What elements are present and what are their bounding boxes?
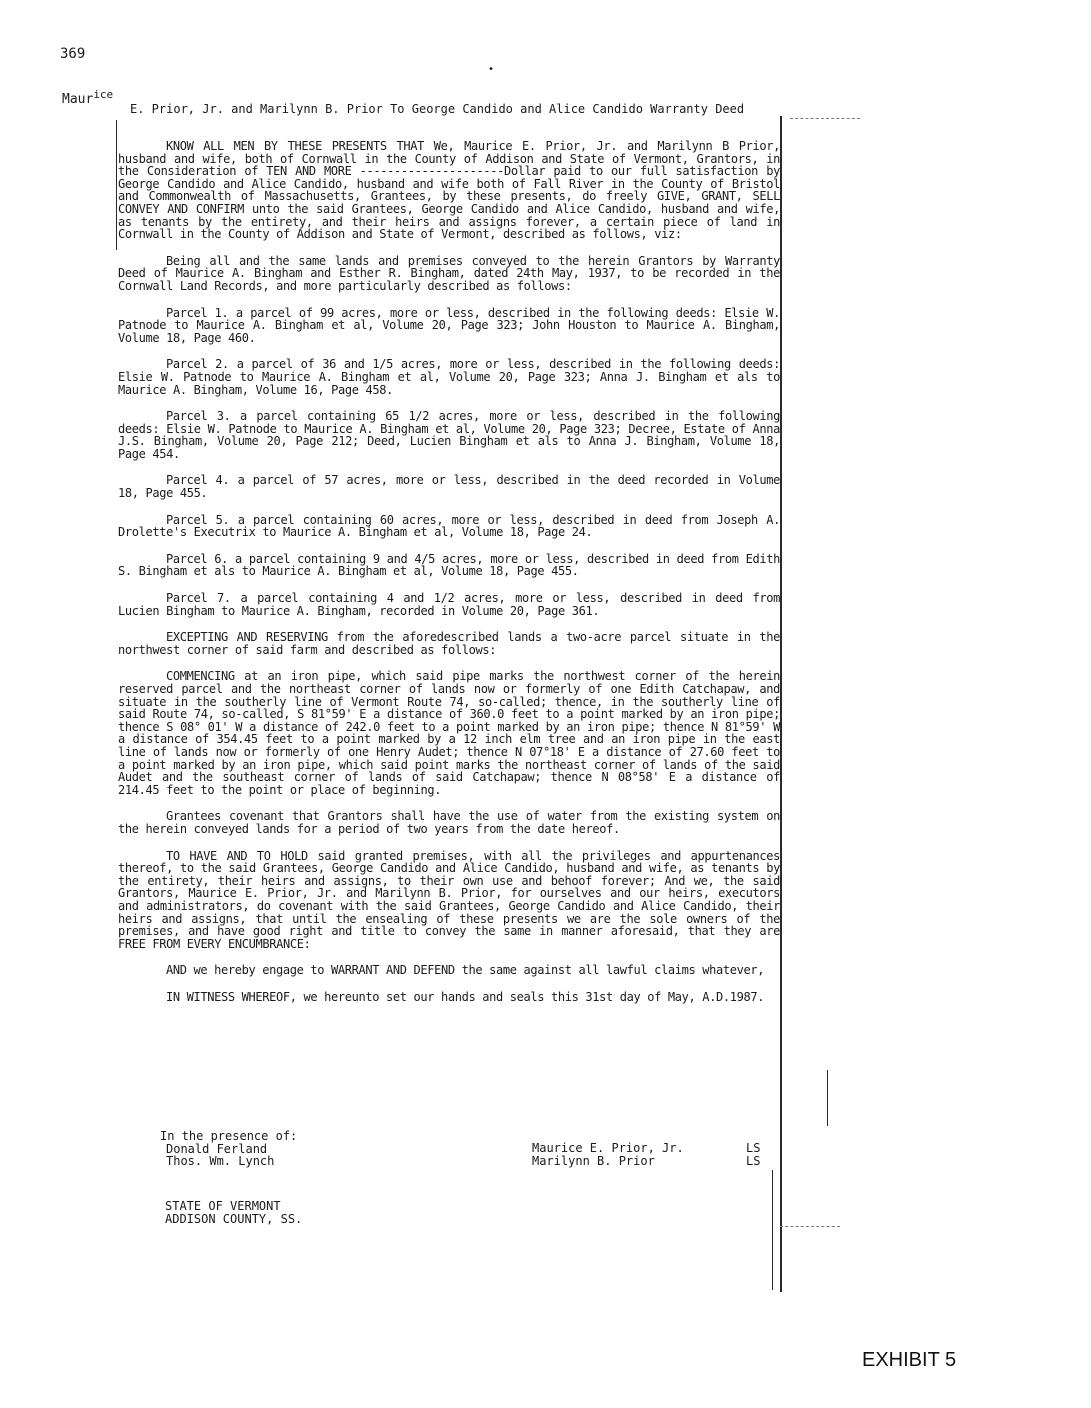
seal-marks (746, 1142, 760, 1167)
witness-block (160, 1130, 297, 1168)
paragraph-parcel-3: Parcel 3. a parcel containing 65 1/2 acres, more or less, described in the following deeds: Elsie W. Patnode to Maurice A. Bingham et al, Volume 20, Page 323; Decree, Estate of Anna J.S. Bingham, Volume 20, Page 212; Deed, Lucien Bingham et als to Anna J. Bingham, Volume 18, Page 454. (118, 409, 780, 461)
page-number: 369 (60, 46, 86, 62)
witness-name: Donald Ferland (166, 1141, 268, 1156)
seal-mark: LS (746, 1141, 761, 1155)
margin-dash (790, 118, 860, 119)
paragraph-water-covenant: Grantees covenant that Grantors shall have the use of water from the existing system on the herein conveyed lands for a period of two years from the date hereof. (118, 809, 780, 836)
right-margin-rule-2 (772, 1170, 773, 1290)
paragraph-parcel-2: Parcel 2. a parcel of 36 and 1/5 acres, more or less, described in the following deeds: Elsie W. Patnode to Maurice A. Bingham et al, Volume 20, Page 323; Anna J. Bingham et als to Maurice A. Bingham, Volume 16, Page 458. (118, 357, 780, 397)
deed-body (118, 140, 780, 1017)
witness-label: In the presence of: (160, 1129, 298, 1143)
paragraph-habendum: TO HAVE AND TO HOLD said granted premises, with all the privileges and appurtenances thereof, to the said Grantees, George Candido and Alice Candido, husband and wife, as tenants by the entirety, their heirs and assigns, to their own use and behoof forever; And we, the said Grantors, Maurice E. Prior, Jr. and Marilynn B. Prior, for ourselves and our heirs, executors and administrators, do covenant with the said Grantees, George Candido and Alice Candido, their heirs and assigns, that until the ensealing of these presents we are the sole owners of the premises, and have good right and title to convey the same in manner aforesaid, that they are FREE FROM EVERY ENCUMBRANCE: (118, 848, 780, 951)
paragraph-metes-bounds: COMMENCING at an iron pipe, which said pipe marks the northwest corner of the herein reserved parcel and the northeast corner of lands now or formerly of one Edith Catchapaw, and situate in the southerly line of Vermont Route 74, so-called; thence, in the southerly line of said Route 74, so-called, S 81°59' E a distance of 360.0 feet to a point marked by an iron pipe; thence S 08° 01' W a distance of 242.0 feet to a point marked by an iron pipe; thence N 81°59' W a distance of 354.45 feet to a point marked by a 12 inch elm tree and an iron pipe in the east line of lands now or formerly of one Henry Audet; thence N 07°18' E a distance of 27.60 feet to a point marked by an iron pipe, which said point marks the northeast corner of lands of the said Audet and the southeast corner of lands of said Catchapaw; thence N 08°58' E a distance of 214.45 feet to the point or place of beginning. (118, 669, 780, 797)
paragraph-parcel-4: Parcel 4. a parcel of 57 acres, more or less, described in the deed recorded in Volume 18, Page 455. (118, 473, 780, 501)
exhibit-label: EXHIBIT 5 (862, 1349, 957, 1371)
left-margin-rule (116, 120, 117, 250)
grantor-first-name-part1: Maur (62, 92, 94, 107)
grantor-first-name-part2: ice (93, 88, 114, 101)
paragraph-source-deed: Being all and the same lands and premises conveyed to the herein Grantors by Warranty Deed of Maurice A. Bingham and Esther R. Bingham, dated 24th May, 1937, to be recorded in the Cornwall Land Records, and more particularly described as follows: (118, 253, 780, 293)
deed-heading: E. Prior, Jr. and Marilynn B. Prior To George Candido and Alice Candido Warranty Deed (130, 102, 745, 116)
witness-name: Thos. Wm. Lynch (166, 1154, 275, 1169)
paragraph-testimonium: IN WITNESS WHEREOF, we hereunto set our hands and seals this 31st day of May, A.D.1987. (166, 989, 765, 1004)
paragraph-conveyance: KNOW ALL MEN BY THESE PRESENTS THAT We, Maurice E. Prior, Jr. and Marilynn B Prior, husband and wife, both of Cornwall in the County of Addison and State of Vermont, Grantors, in the Consideration of TEN AND MORE ---------------------Dollar paid to our full satisfaction by George Candido and Alice Candido, husband and wife both of Fall River in the County of Bristol and Commonwealth of Massachusetts, Grantees, by these presents, do freely GIVE, GRANT, SELL CONVEY AND CONFIRM unto the said Grantees, George Candido and Alice Candido, husband and wife, as tenants by the entirety, and their heirs and assigns forever, a certain piece of land in Cornwall in the County of Addison and State of Vermont, described as follows, viz: (118, 139, 780, 242)
paragraph-parcel-6: Parcel 6. a parcel containing 9 and 4/5 acres, more or less, described in deed from Edith S. Bingham et als to Maurice A. Bingham et al, Volume 18, Page 455. (118, 551, 780, 579)
margin-dash-lower (780, 1226, 840, 1227)
grantor-first-name (62, 88, 114, 107)
paragraph-parcel-5: Parcel 5. a parcel containing 60 acres, more or less, described in deed from Joseph A. Drolette's Executrix to Maurice A. Bingham et al, Volume 18, Page 24. (118, 512, 780, 540)
paragraph-parcel-1: Parcel 1. a parcel of 99 acres, more or less, described in the following deeds: Elsie W. Patnode to Maurice A. Bingham et al, Volume 20, Page 323; John Houston to Maurice A. Bingham, Volume 18, Page 460. (118, 305, 780, 345)
speck-mark: • (488, 64, 495, 75)
right-edge-tick (827, 1070, 828, 1126)
seal-mark: LS (746, 1153, 761, 1168)
venue-county: ADDISON COUNTY, SS. (165, 1211, 303, 1226)
paragraph-warranty: AND we hereby engage to WARRANT AND DEFEND the same against all lawful claims whatever, (166, 963, 765, 978)
signatory-block (532, 1142, 684, 1167)
signatory-name: Maurice E. Prior, Jr. (532, 1141, 684, 1155)
signatory-name: Marilynn B. Prior (532, 1153, 655, 1168)
paragraph-parcel-7: Parcel 7. a parcel containing 4 and 1/2 acres, more or less, described in deed from Lucien Bingham to Maurice A. Bingham, recorded in Volume 20, Page 361. (118, 591, 780, 618)
paragraph-exception: EXCEPTING AND RESERVING from the aforedescribed lands a two-acre parcel situate in the northwest corner of said farm and described as follows: (118, 630, 780, 657)
acknowledgment-venue (165, 1200, 302, 1225)
venue-state: STATE OF VERMONT (165, 1199, 281, 1213)
right-margin-rule (780, 116, 782, 1292)
